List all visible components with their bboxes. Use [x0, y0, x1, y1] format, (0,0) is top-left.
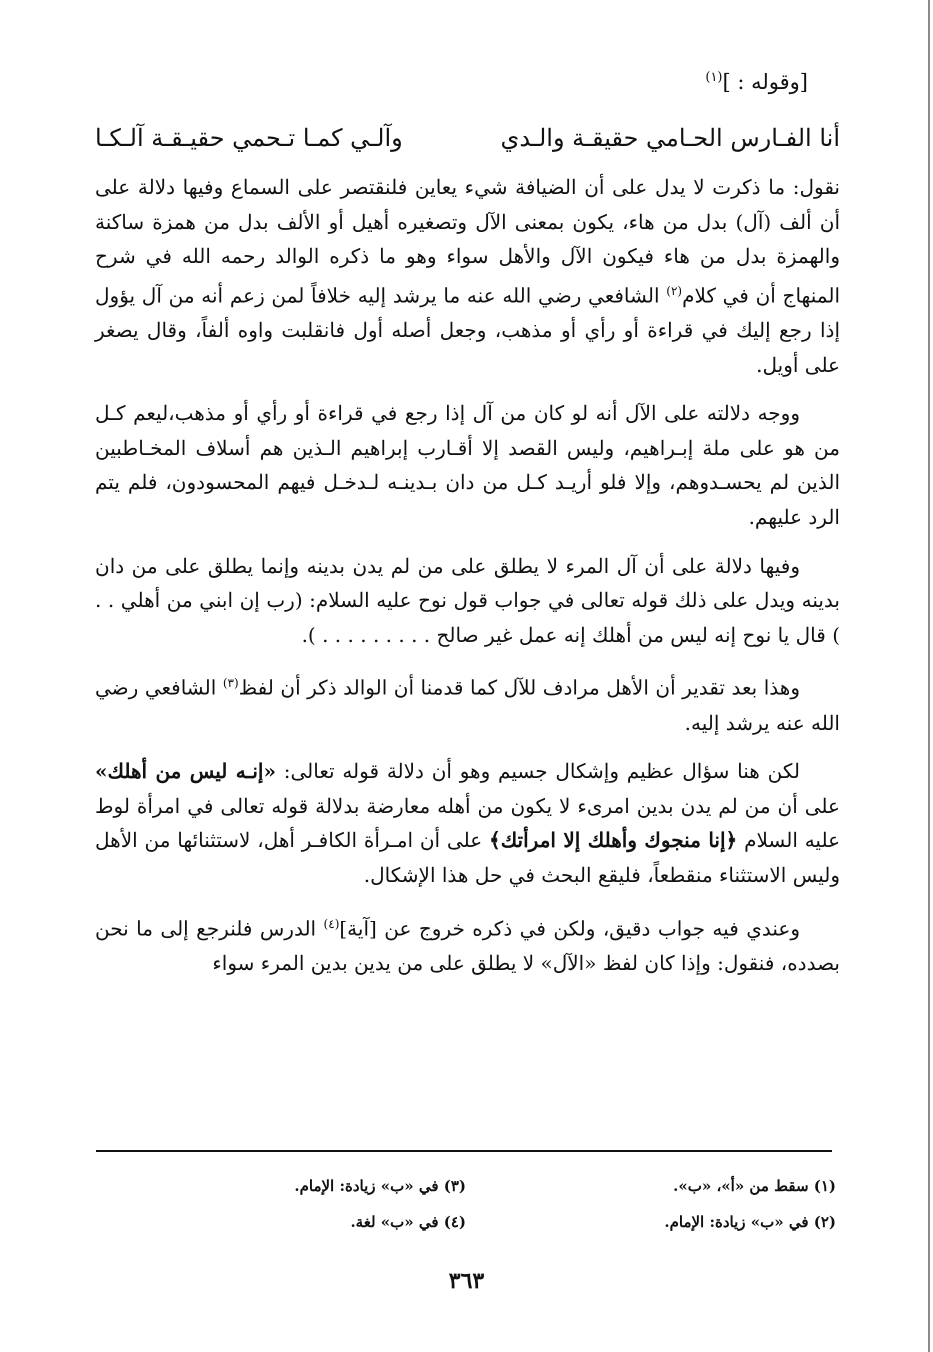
verse-first-hemistich: أنا الفـارس الحـامي حقيقـة والـدي — [500, 124, 840, 152]
footnote-4: (٤) في «ب» لغة. — [350, 1213, 466, 1231]
footnote-ref-3: (٣) — [222, 676, 239, 691]
footnote-divider — [96, 1150, 832, 1152]
footnote-ref-4: (٤) — [323, 916, 340, 931]
header-note-ref: (١) — [705, 70, 723, 85]
footnote-row — [96, 1168, 836, 1204]
footnote-3: (٣) في «ب» زيادة: الإمام. — [294, 1177, 466, 1195]
poetry-verse — [95, 120, 840, 164]
quran-quote-2: ﴿إنا منجوك وأهلك إلا امرأتك﴾ — [488, 828, 738, 853]
main-text — [95, 170, 840, 994]
paragraph-2: ووجه دلالته على الآل أنه لو كان من آل إذا رجع في قراءة أو رأي أو مذهب،ليعم كـل من هو على ملة إبـراهيم، وليس القصد إلا أقـارب إبراهيم الـذين هم أسلاف المخـاطبين الذين لم يحسـدوهم، وإلا فلو أريـد كـل من دان بـدينـه لـدخـل فيهم المحسودون، فلم يتم الرد عليهم. — [95, 401, 840, 529]
paragraph-3: وفيها دلالة على أن آل المرء لا يطلق على من لم يدن بدينه وإنما يطلق على من دان بدينه ويدل على ذلك قوله تعالى في جواب قول نوح عليه السلام: (رب إن ابني من أهلي . . ) قال يا نوح إنه ليس من أهلك إنه عمل غير صالح . . . . . . . . . ). — [95, 553, 840, 647]
header-note — [408, 70, 808, 94]
footnote-ref-2: (٢) — [666, 283, 683, 298]
quran-quote-1: «إنـه ليس من أهلك» — [95, 759, 276, 784]
page-number: ٣٦٣ — [448, 1268, 485, 1294]
footnote-1: (١) سقط من «أ»، «ب». — [673, 1177, 836, 1195]
paragraph-6: وعندي فيه جواب دقيق، ولكن في ذكره خروج عن [آية]$^{(٤)}$ الدرس فلنرجع إلى ما نحن بصدده، فنقول: وإذا كان لفظ «الآل» لا يطلق على من يدين بدين المرء سواء — [95, 916, 840, 975]
verse-second-hemistich: وآلـي كمـا تـحمي حقيـقـة آلـكـا — [95, 124, 403, 152]
footnote-2: (٢) في «ب» زيادة: الإمام. — [664, 1213, 836, 1231]
paragraph-5: لكن هنا سؤال عظيم وإشكال جسيم وهو أن دلالة قوله تعالى: «إنـه ليس من أهلك» على أن من لم يدن بدين امرىء لا يكون من أهله معارضة بدلالة قوله تعالى في امرأة لوط عليه السلام ﴿إنا منجوك وأهلك إلا امرأتك﴾ على أن امـرأة الكافـر أهل، لاستثنائها من الأهل وليس الاستثناء منقطعاً، فليقع البحث في حل هذا الإشكال. — [95, 759, 841, 887]
footnote-row — [96, 1204, 836, 1240]
page-edge-line — [928, 0, 930, 1352]
footnotes — [96, 1168, 836, 1240]
paragraph-4: وهذا بعد تقدير أن الأهل مرادف للآل كما قدمنا أن الوالد ذكر أن لفظ$^{(٣)}$ الشافعي رضي الله عنه يرشد إليه. — [95, 676, 840, 735]
paragraph-1: نقول: ما ذكرت لا يدل على أن الضيافة شيء يعاين فلنقتصر على السماع وفيها دلالة على أن ألف (آل) بدل من هاء، يكون بمعنى الآل وتصغيره أهيل أو الألف بدل من همزة ساكنة والهمزة بدل من هاء فيكون الآل والأهل سواء وهو ما ذكره الوالد رحمه الله في شرح المنهاج أن في كلام$^{(٢)}$ الشافعي رضي الله عنه ما يرشد إليه خلافاً لمن زعم أنه من آل يؤول إذا رجع إليك في قراءة أو رأي أو مذهب، وجعل أصله أول فانقلبت واوه ألفاً، وقال يصغر على أويل. — [95, 175, 841, 377]
header-note-label: [وقوله : ] — [722, 70, 808, 94]
